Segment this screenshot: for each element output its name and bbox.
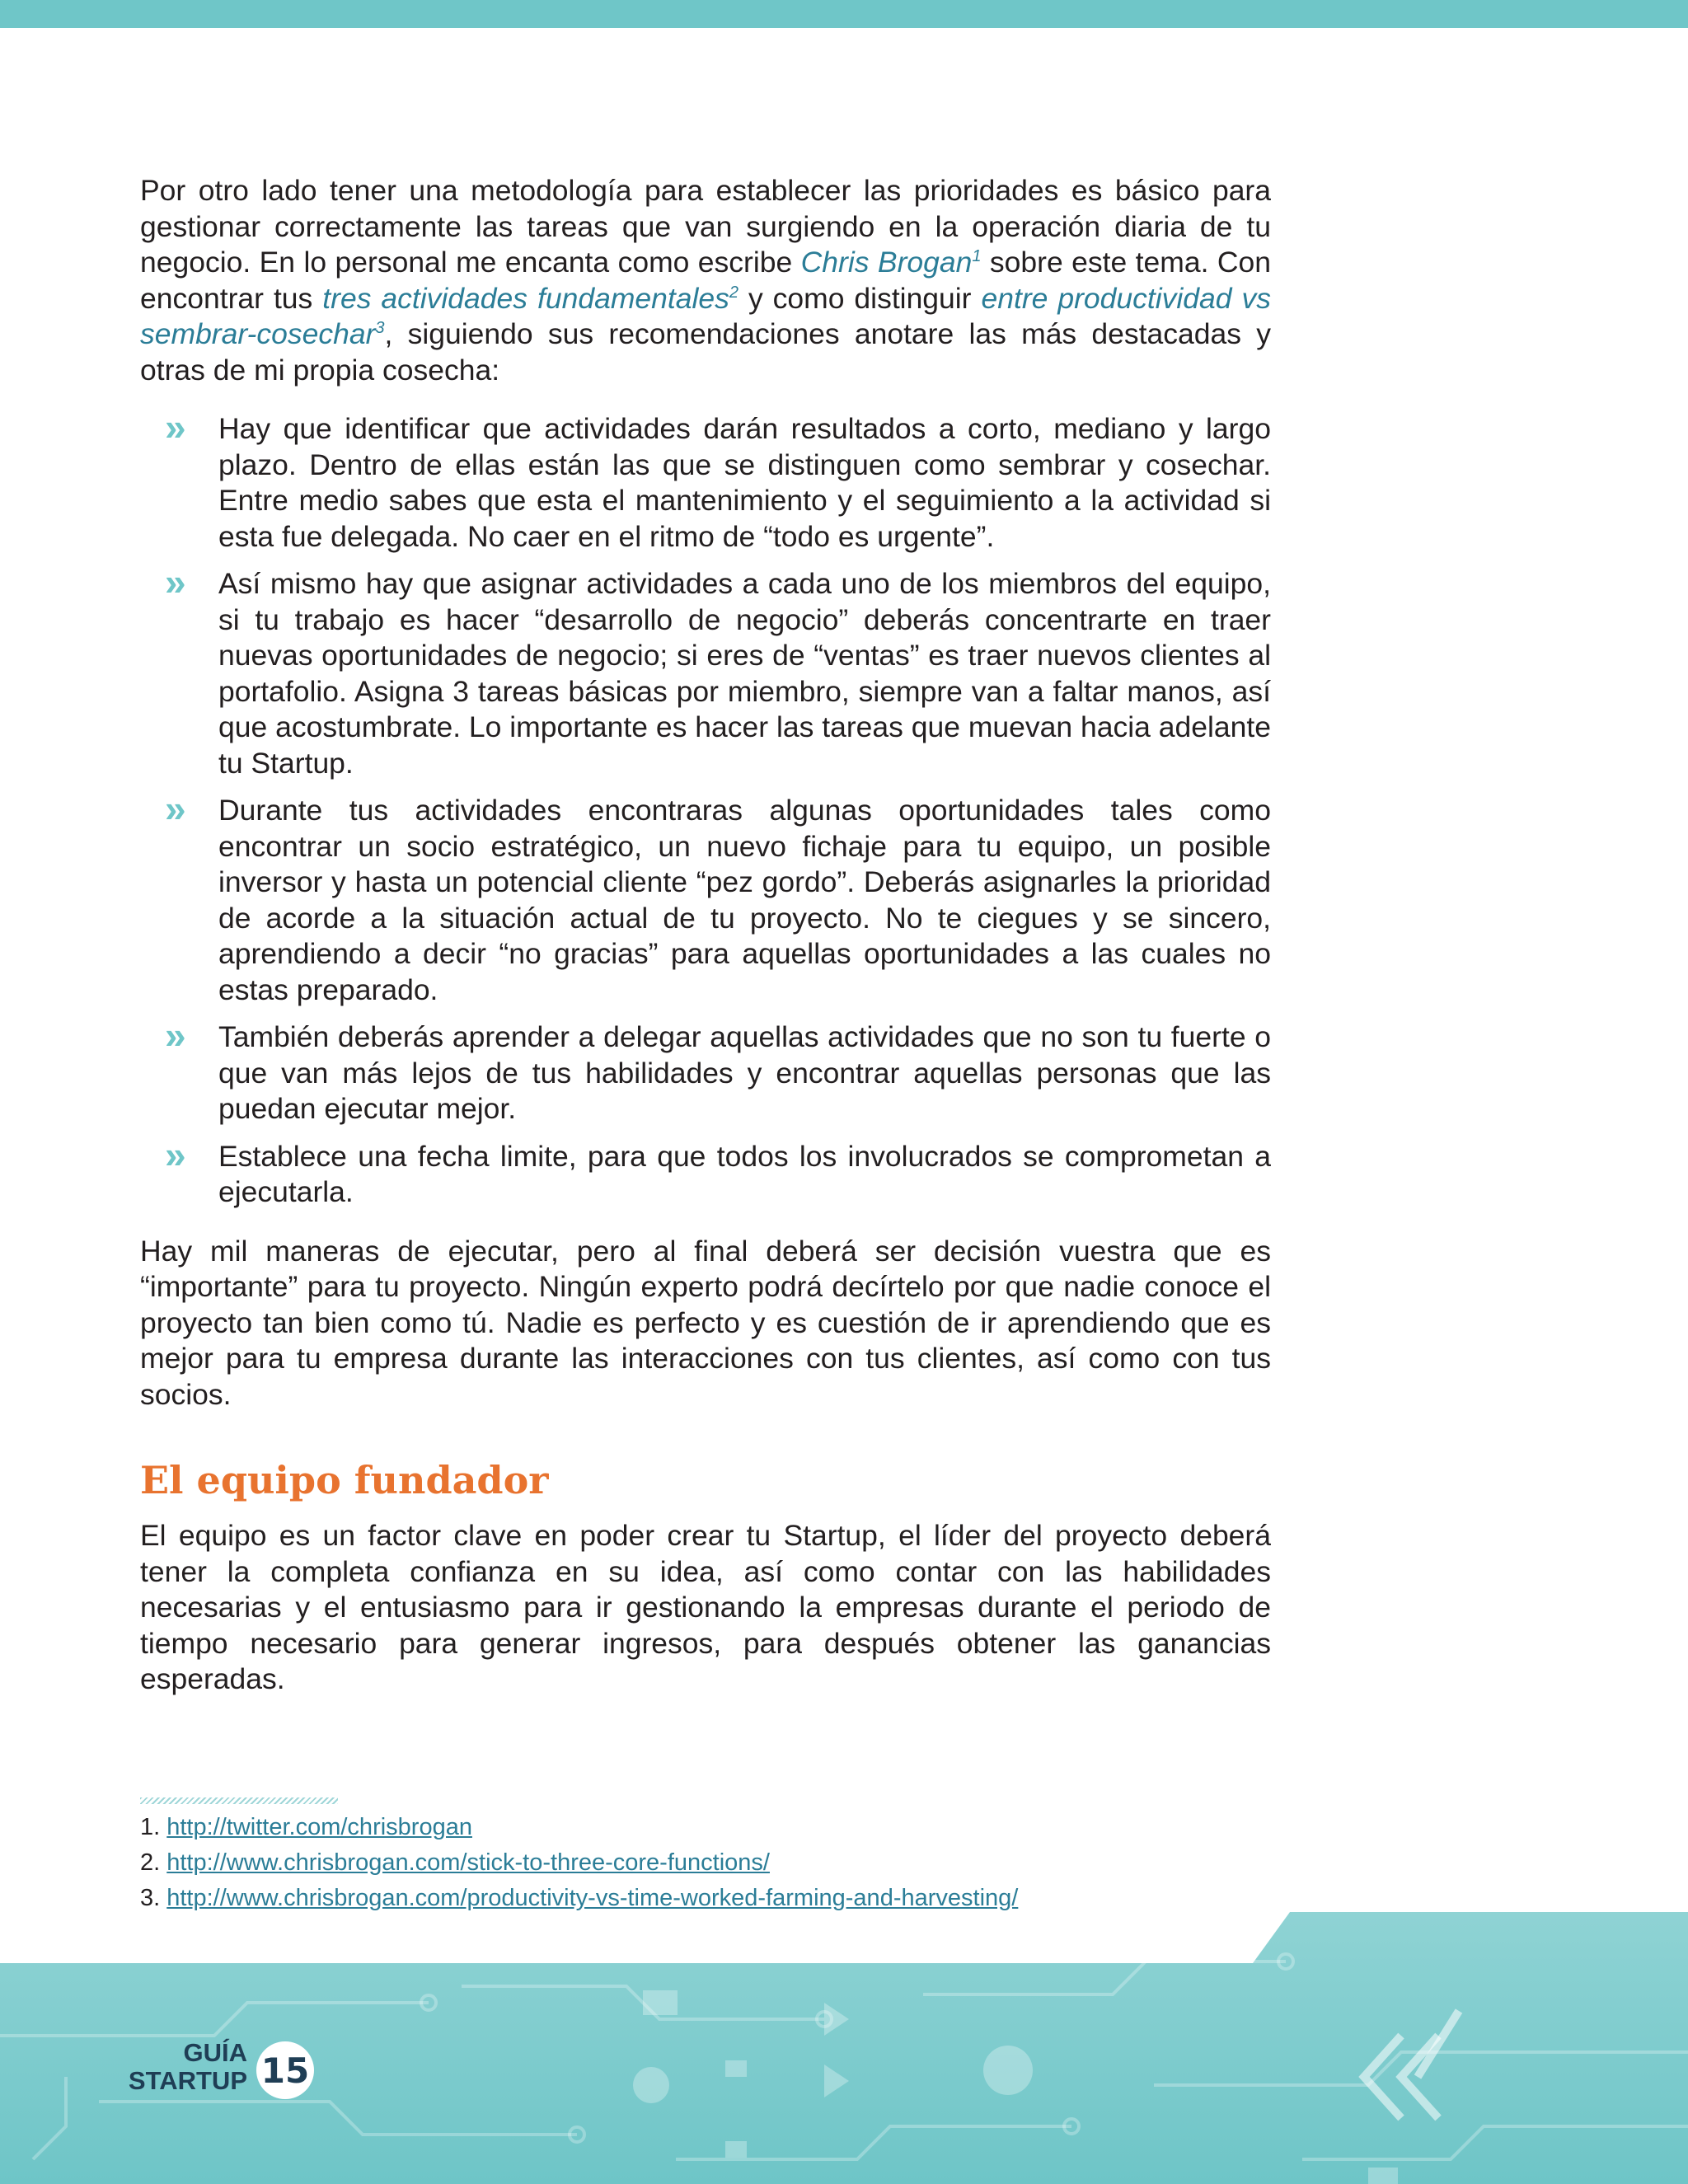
founding-team-paragraph: El equipo es un factor clave en poder crear tu Startup, el líder del proyecto deberá tener la completa confianza en su idea, así como contar con las habilidades necesarias y el entusiasmo para ir gestionando la empresas durante el periodo de tiempo necesario para generar ingresos, para después obtener las ganancias esperadas. xyxy=(140,1519,1271,1695)
three-activities-link[interactable]: tres actividades fundamentales$^2$ xyxy=(322,281,738,315)
footnote-2: 2. http://www.chrisbrogan.com/stick-to-three-core-functions/ xyxy=(140,1849,770,1876)
chevron-bullet-icon: » xyxy=(165,1132,186,1176)
list-item: » También deberás aprender a delegar aquellas actividades que no son tu fuerte o que van más lejos de tus habilidades y encontrar aquellas personas que las puedan ejecutar mejor. xyxy=(165,1014,1271,1125)
chris-brogan-link[interactable]: Chris Brogan$^1$ xyxy=(800,246,982,279)
intro-text-b: sobre este tema. Con encontrar tus xyxy=(140,246,1271,315)
intro-paragraph xyxy=(140,173,1271,388)
footnotes xyxy=(140,1810,1018,1916)
list-item: » Establece una fecha limite, para que todos los involucrados se comprometan a ejecutarla. xyxy=(165,1132,1271,1208)
chevron-bullet-icon: » xyxy=(165,1014,186,1057)
chevron-bullet-icon: » xyxy=(165,405,186,448)
footnote-ref-3: 3 xyxy=(375,319,385,338)
list-item: » Así mismo hay que asignar actividades a cada uno de los miembros del equipo, si tu trabajo es hacer “desarrollo de negocio” deberás concentrarte en traer nuevas oportunidades de negocio; si eres de “ventas” es traer nuevos clientes al portafolio. Asigna 3 tareas básicas por miembro, siempre van a faltar manos, así que acostumbrate. Lo importante es hacer las tareas que muevan hacia adelante tu Startup. xyxy=(165,560,1271,780)
chevron-bullet-icon: » xyxy=(165,787,186,830)
footnote-link-1[interactable]: http://twitter.com/chrisbrogan xyxy=(166,1814,472,1840)
footnote-ref-1: 1 xyxy=(972,247,982,266)
intro-text-a: Por otro lado tener una metodología para establecer las prioridades es básico para gestionar correctamente las tareas que van surgiendo en la operación diaria de tu negocio. En lo personal me encanta como escribe xyxy=(140,174,1271,279)
footnote-link-3[interactable]: http://www.chrisbrogan.com/productivity-vs-time-worked-farming-and-harvesting/ xyxy=(166,1885,1019,1911)
recommendations-list xyxy=(140,405,1271,1211)
top-accent-bar xyxy=(0,0,1688,28)
intro-text-c: y como distinguir xyxy=(738,281,982,315)
chevron-bullet-icon: » xyxy=(165,560,186,603)
guide-startup-label: GUÍA STARTUP xyxy=(128,2038,247,2095)
intro-text-d: , siguiendo sus recomendaciones anotare las más destacadas y otras de mi propia cosecha: xyxy=(140,317,1271,387)
page-body xyxy=(140,173,1271,1698)
closing-paragraph: Hay mil maneras de ejecutar, pero al final deberá ser decisión vuestra que es “importante” para tu proyecto. Ningún experto podrá decírtelo por que nadie conoce el proyecto tan bien como tú. Nadie es perfecto y es cuestión de ir aprendiendo que es mejor para tu empresa durante las interacciones con tus clientes, así como con tus socios. xyxy=(140,1234,1271,1411)
footnote-link-2[interactable]: http://www.chrisbrogan.com/stick-to-three-core-functions/ xyxy=(166,1849,770,1876)
footnote-3: 3. http://www.chrisbrogan.com/productivity-vs-time-worked-farming-and-harvesting/ xyxy=(140,1885,1019,1911)
footnote-ref-2: 2 xyxy=(729,283,738,302)
list-item: » Durante tus actividades encontraras algunas oportunidades tales como encontrar un socio estratégico, un nuevo fichaje para tu equipo, un posible inversor y hasta un potencial cliente “pez gordo”. Deberás asignarles la prioridad de acorde a la situación actual de tu proyecto. No te ciegues y se sincero, aprendiendo a decir “no gracias” para aquellas oportunidades a las cuales no estas preparado. xyxy=(165,787,1271,1006)
section-heading: El equipo fundador xyxy=(140,1458,549,1502)
list-item: » Hay que identificar que actividades darán resultados a corto, mediano y largo plazo. Dentro de ellas están las que se distinguen como sembrar y cosechar. Entre medio sabes que esta el mantenimiento y el seguimiento a la actividad si esta fue delegada. No caer en el ritmo de “todo es urgente”. xyxy=(165,405,1271,553)
page-number-badge xyxy=(256,2041,314,2099)
footnote-divider xyxy=(140,1797,338,1804)
page-number: 15 xyxy=(260,2050,310,2091)
circuit-footer-graphic xyxy=(0,1912,1688,2184)
productivity-link[interactable]: entre productividad vs sembrar-cosechar$^3$ xyxy=(140,281,1271,350)
footnote-1: 1. http://twitter.com/chrisbrogan xyxy=(140,1814,472,1840)
